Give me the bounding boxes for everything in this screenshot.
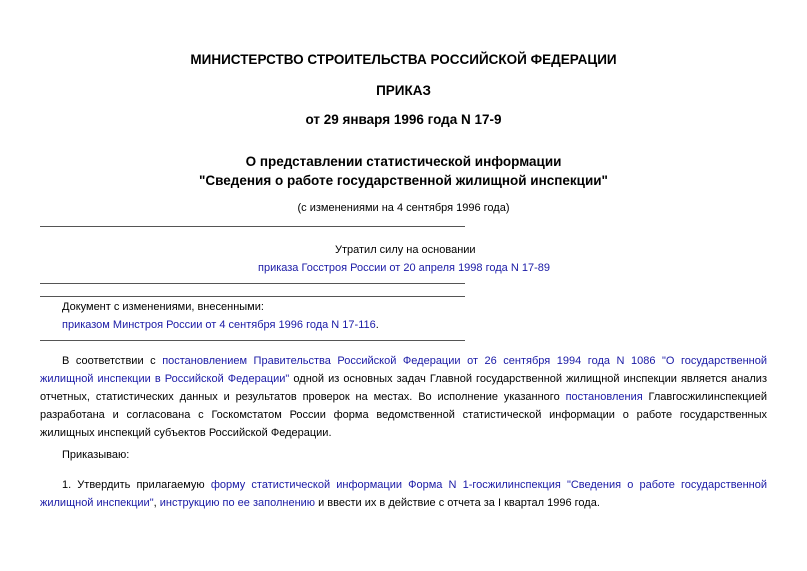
form-link[interactable]: форму статистической информации Форма N 1-госжилинспекция "Сведения о работе государственной жилищной инспекции" — [40, 479, 767, 509]
divider — [40, 283, 465, 284]
decree-link[interactable]: постановления — [565, 391, 643, 403]
doc-date-number: от 29 января 1996 года N 17-9 — [305, 112, 502, 127]
amendments-note: (с изменениями на 4 сентября 1996 года) — [297, 202, 510, 214]
changes-order-link[interactable]: приказом Минстроя России от 4 сентября 1996 года N 17-116 — [62, 319, 376, 331]
paragraph-2: Приказываю: — [62, 449, 130, 461]
changes-suffix: . — [375, 319, 379, 331]
divider — [40, 340, 465, 341]
p3-text-b: , — [153, 497, 160, 509]
p1-text-b: одной из основных задач Главной государственной жилищной инспекции является анализ отчетных, статистических данных и результатов проверок на местах. Во исполнение указанного — [40, 373, 767, 403]
paragraph-1 — [40, 352, 767, 442]
divider — [40, 296, 465, 297]
p1-text-a: В соответствии с — [62, 355, 163, 367]
p1-text-c: Главгосжилинспекцией разработана и согласована с Госкомстатом России форма ведомственной статистической информации о работе государственных жилищных инспекций субъектов Российской Федерации. — [40, 391, 767, 439]
p3-text-c: и ввести их в действие с отчета за I квартал 1996 года. — [315, 497, 600, 509]
government-decree-link[interactable]: постановлением Правительства Российской Федерации от 26 сентября 1994 года N 1086 "О государственной жилищной инспекции в Российской Федерации" — [40, 355, 767, 385]
doc-title-line2: "Сведения о работе государственной жилищной инспекции" — [199, 173, 608, 188]
status-text: Утратил силу на основании — [335, 244, 476, 256]
changes-text: Документ с изменениями, внесенными: — [62, 301, 264, 313]
doc-title-line1: О представлении статистической информации — [245, 154, 562, 169]
doc-type-heading: ПРИКАЗ — [376, 83, 431, 98]
p3-text-a: 1. Утвердить прилагаемую — [62, 479, 211, 491]
status-repeal-link[interactable]: приказа Госстроя России от 20 апреля 1998 года N 17-89 — [258, 262, 550, 274]
instruction-link[interactable]: инструкцию по ее заполнению — [159, 497, 316, 509]
ministry-heading: МИНИСТЕРСТВО СТРОИТЕЛЬСТВА РОССИЙСКОЙ ФЕДЕРАЦИИ — [190, 52, 617, 67]
divider — [40, 226, 465, 227]
paragraph-3 — [40, 476, 767, 512]
